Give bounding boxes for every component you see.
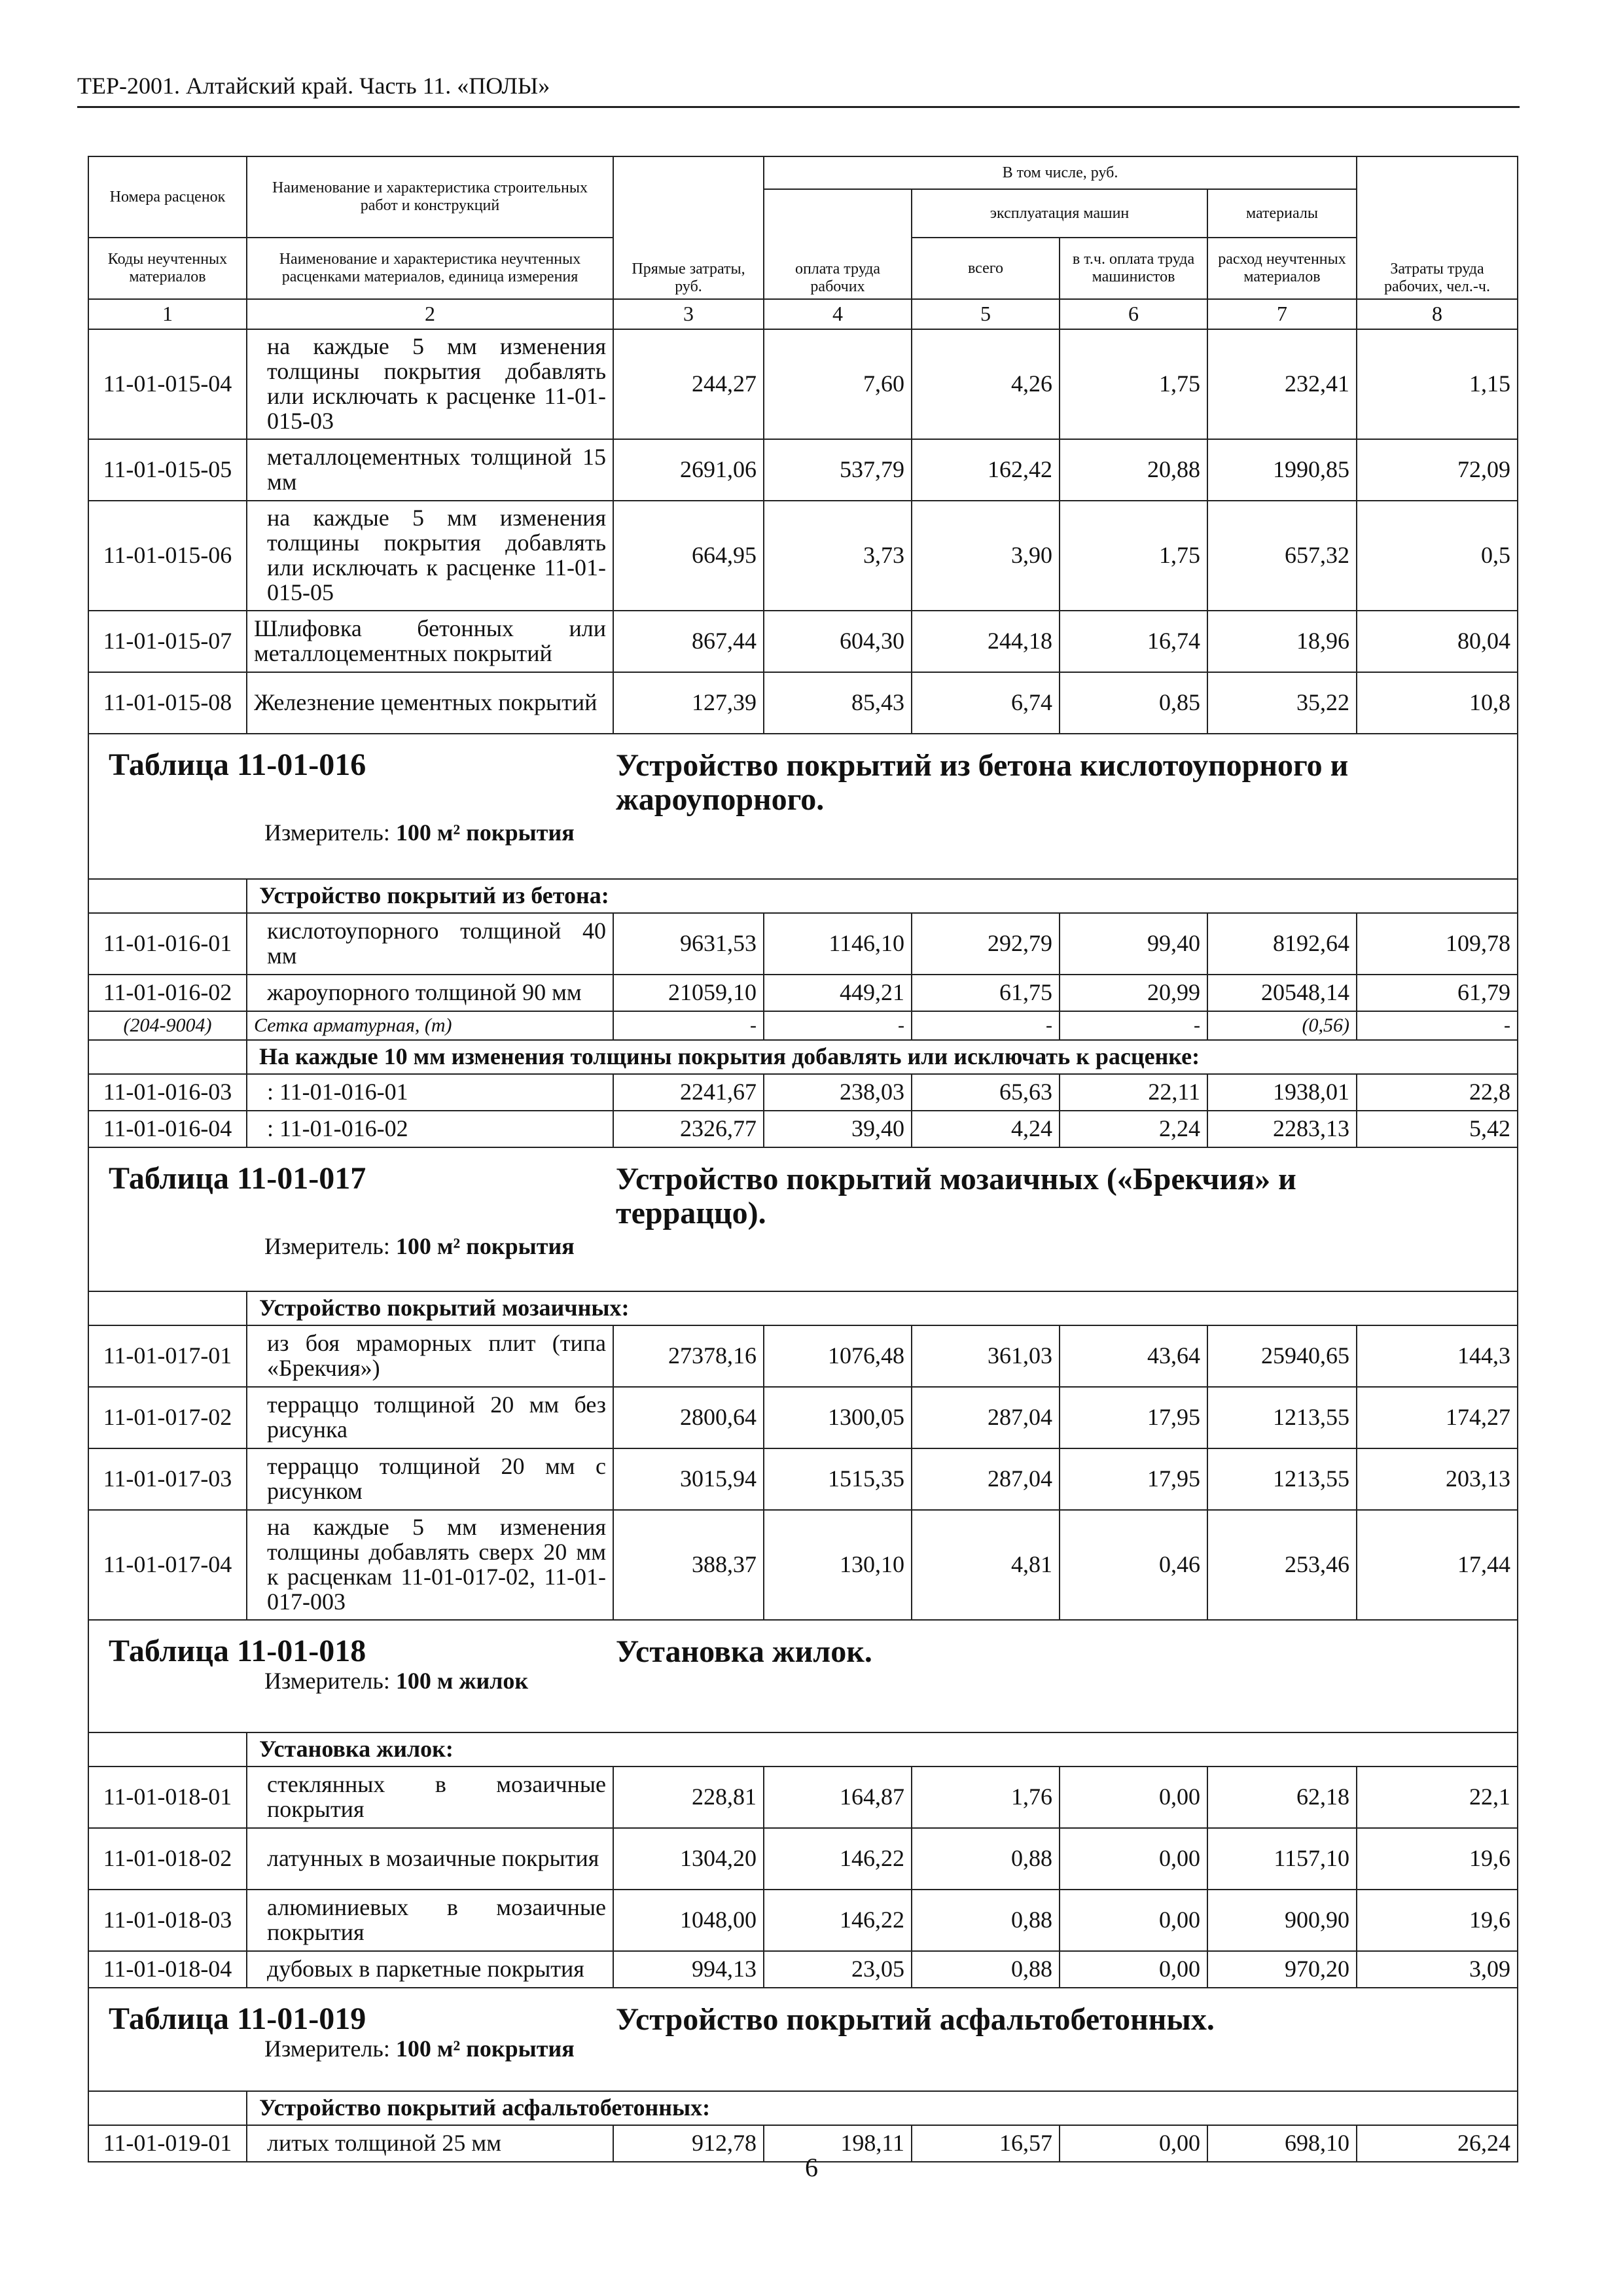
rate-name: жароупорного толщиной 90 мм [247, 975, 613, 1011]
rate-name: стеклянных в мозаичные покрытия [247, 1767, 613, 1828]
table-label: Таблица 11-01-016 [109, 747, 366, 782]
table-title: Установка жилок. [616, 1634, 872, 1669]
rate-name: литых толщиной 25 мм [247, 2125, 613, 2162]
direct-cost: 1304,20 [613, 1828, 764, 1890]
rate-name: Железнение цементных покрытий [247, 672, 613, 734]
labor-hours: 1,15 [1357, 329, 1518, 439]
materials-cost: 1213,55 [1207, 1387, 1357, 1448]
direct-cost: 2691,06 [613, 439, 764, 501]
machines-cost: 3,90 [912, 501, 1060, 611]
machines-cost: 0,88 [912, 1951, 1060, 1988]
rate-code: 11-01-017-01 [88, 1325, 247, 1387]
rate-name: из боя мраморных плит (типа «Брекчия») [247, 1325, 613, 1387]
table-row [88, 329, 1518, 439]
colnum: 4 [764, 299, 912, 329]
rate-code: 11-01-015-08 [88, 672, 247, 734]
labor-hours: 109,78 [1357, 913, 1518, 975]
unit-prefix: Измеритель: [264, 1232, 390, 1259]
table-title-block [88, 1988, 1518, 2091]
machines-cost: 65,63 [912, 1074, 1060, 1111]
section-row [88, 1732, 1518, 1767]
section-row [88, 1291, 1518, 1325]
drivers-cost: 43,64 [1060, 1325, 1207, 1387]
materials-cost: 8192,64 [1207, 913, 1357, 975]
labor-cost: 1076,48 [764, 1325, 912, 1387]
direct-cost: - [613, 1011, 764, 1040]
direct-cost: 244,27 [613, 329, 764, 439]
rate-code: 11-01-015-05 [88, 439, 247, 501]
labor-hours: 19,6 [1357, 1828, 1518, 1890]
colnum: 1 [88, 299, 247, 329]
direct-cost: 2326,77 [613, 1111, 764, 1147]
rate-code: 11-01-016-04 [88, 1111, 247, 1147]
colhead-mat-name: Наименование и характеристика неучтенных расценками материалов, единица измерения [247, 238, 613, 299]
drivers-cost: 0,00 [1060, 1951, 1207, 1988]
rate-code: 11-01-015-04 [88, 329, 247, 439]
drivers-cost: 1,75 [1060, 329, 1207, 439]
direct-cost: 867,44 [613, 611, 764, 672]
labor-hours: 26,24 [1357, 2125, 1518, 2162]
materials-cost: 253,46 [1207, 1510, 1357, 1620]
table-label: Таблица 11-01-017 [109, 1161, 366, 1196]
table-title-block [88, 1147, 1518, 1291]
drivers-cost: 1,75 [1060, 501, 1207, 611]
unit-prefix: Измеритель: [264, 819, 390, 846]
materials-cost: 900,90 [1207, 1890, 1357, 1951]
drivers-cost: 99,40 [1060, 913, 1207, 975]
drivers-cost: 17,95 [1060, 1387, 1207, 1448]
section-heading: Устройство покрытий асфальтобетонных: [247, 2091, 1518, 2125]
labor-cost: 3,73 [764, 501, 912, 611]
drivers-cost: 0,00 [1060, 1828, 1207, 1890]
drivers-cost: 20,99 [1060, 975, 1207, 1011]
direct-cost: 1048,00 [613, 1890, 764, 1951]
labor-cost: 23,05 [764, 1951, 912, 1988]
machines-cost: 292,79 [912, 913, 1060, 975]
labor-hours: 144,3 [1357, 1325, 1518, 1387]
table-row [88, 501, 1518, 611]
rate-name: на каждые 5 мм изменения толщины покрытия добавлять или исключать к расценке 11-01-015-05 [247, 501, 613, 611]
rate-code: 11-01-018-04 [88, 1951, 247, 1988]
materials-cost: 657,32 [1207, 501, 1357, 611]
table-label: Таблица 11-01-019 [109, 2001, 366, 2036]
machines-cost: 16,57 [912, 2125, 1060, 2162]
labor-cost: 1146,10 [764, 913, 912, 975]
unit-value: 100 м² покрытия [395, 1232, 575, 1259]
machines-cost: 1,76 [912, 1767, 1060, 1828]
machines-cost: 0,88 [912, 1890, 1060, 1951]
unit-value: 100 м жилок [395, 1667, 529, 1694]
materials-cost: 18,96 [1207, 611, 1357, 672]
colhead-mat-cost: расход неучтенных материалов [1207, 238, 1357, 299]
labor-hours: 10,8 [1357, 672, 1518, 734]
materials-cost: 1213,55 [1207, 1448, 1357, 1510]
machines-cost: - [912, 1011, 1060, 1040]
colnum: 6 [1060, 299, 1207, 329]
material-name: Сетка арматурная, (т) [247, 1011, 613, 1040]
colhead-labor: оплата труда рабочих [764, 189, 912, 299]
table-row [88, 1951, 1518, 1988]
page-header: ТЕР-2001. Алтайский край. Часть 11. «ПОЛЫ» [77, 72, 1520, 108]
direct-cost: 2800,64 [613, 1387, 764, 1448]
rate-name: дубовых в паркетные покрытия [247, 1951, 613, 1988]
colnum: 8 [1357, 299, 1518, 329]
rate-code: 11-01-018-03 [88, 1890, 247, 1951]
material-row [88, 1011, 1518, 1040]
section-row [88, 1040, 1518, 1074]
rate-code: 11-01-017-03 [88, 1448, 247, 1510]
table-row [88, 913, 1518, 975]
direct-cost: 127,39 [613, 672, 764, 734]
rate-name: Шлифовка бетонных или металлоцементных покрытий [247, 611, 613, 672]
labor-hours: 72,09 [1357, 439, 1518, 501]
labor-hours: 19,6 [1357, 1890, 1518, 1951]
machines-cost: 0,88 [912, 1828, 1060, 1890]
rates-table [88, 156, 1518, 2162]
table-row [88, 1325, 1518, 1387]
labor-hours: 22,1 [1357, 1767, 1518, 1828]
table-row [88, 975, 1518, 1011]
rate-name: терраццо толщиной 20 мм с рисунком [247, 1448, 613, 1510]
rate-name: на каждые 5 мм изменения толщины покрытия добавлять или исключать к расценке 11-01-015-03 [247, 329, 613, 439]
table-title: Устройство покрытий из бетона кислотоупорного и жароупорного. [616, 748, 1349, 817]
colnum: 3 [613, 299, 764, 329]
direct-cost: 3015,94 [613, 1448, 764, 1510]
rate-code: 11-01-017-02 [88, 1387, 247, 1448]
materials-cost: 25940,65 [1207, 1325, 1357, 1387]
colnum: 2 [247, 299, 613, 329]
unit-prefix: Измеритель: [264, 1667, 390, 1694]
labor-cost: 198,11 [764, 2125, 912, 2162]
unit-value: 100 м² покрытия [395, 2035, 575, 2062]
rate-name: терраццо толщиной 20 мм без рисунка [247, 1387, 613, 1448]
colhead-materials: материалы [1207, 189, 1357, 238]
unit-value: 100 м² покрытия [395, 819, 575, 846]
rate-code: 11-01-016-03 [88, 1074, 247, 1111]
colhead-mat-codes: Коды неучтенных материалов [88, 238, 247, 299]
table-row [88, 611, 1518, 672]
labor-hours: 80,04 [1357, 611, 1518, 672]
rate-code: 11-01-018-01 [88, 1767, 247, 1828]
table-row [88, 1890, 1518, 1951]
colhead-incl: В том числе, руб. [764, 156, 1357, 189]
materials-cost: 232,41 [1207, 329, 1357, 439]
colhead-drivers: в т.ч. оплата труда машинистов [1060, 238, 1207, 299]
labor-cost: 39,40 [764, 1111, 912, 1147]
machines-cost: 287,04 [912, 1387, 1060, 1448]
colhead-name: Наименование и характеристика строительных работ и конструкций [247, 156, 613, 238]
labor-cost: 146,22 [764, 1890, 912, 1951]
table-unit [264, 1234, 1497, 1259]
materials-cost: 970,20 [1207, 1951, 1357, 1988]
table-title: Устройство покрытий мозаичных («Брекчия» и терраццо). [616, 1162, 1296, 1230]
labor-hours: 0,5 [1357, 501, 1518, 611]
colhead-machines-total: всего [912, 238, 1060, 299]
machines-cost: 4,26 [912, 329, 1060, 439]
drivers-cost: 16,74 [1060, 611, 1207, 672]
labor-cost: 164,87 [764, 1767, 912, 1828]
section-heading: На каждые 10 мм изменения толщины покрытия добавлять или исключать к расценке: [247, 1040, 1518, 1074]
direct-cost: 664,95 [613, 501, 764, 611]
materials-cost: 35,22 [1207, 672, 1357, 734]
table-label: Таблица 11-01-018 [109, 1634, 366, 1668]
drivers-cost: 0,00 [1060, 1890, 1207, 1951]
colhead-direct: Прямые затраты, руб. [613, 156, 764, 299]
drivers-cost: 0,00 [1060, 1767, 1207, 1828]
drivers-cost: 0,85 [1060, 672, 1207, 734]
colhead-codes: Номера расценок [88, 156, 247, 238]
rate-code: 11-01-019-01 [88, 2125, 247, 2162]
labor-hours: 17,44 [1357, 1510, 1518, 1620]
labor-cost: 85,43 [764, 672, 912, 734]
rate-name: на каждые 5 мм изменения толщины добавлять сверх 20 мм к расценкам 11-01-017-02, 11-01-017-003 [247, 1510, 613, 1620]
labor-hours: 61,79 [1357, 975, 1518, 1011]
machines-cost: 244,18 [912, 611, 1060, 672]
table-unit [264, 1669, 1497, 1694]
materials-cost: 1938,01 [1207, 1074, 1357, 1111]
drivers-cost: 20,88 [1060, 439, 1207, 501]
materials-cost: 698,10 [1207, 2125, 1357, 2162]
colnum: 5 [912, 299, 1060, 329]
labor-hours: 174,27 [1357, 1387, 1518, 1448]
drivers-cost: 0,46 [1060, 1510, 1207, 1620]
table-row [88, 1767, 1518, 1828]
labor-cost: 1300,05 [764, 1387, 912, 1448]
section-heading: Устройство покрытий мозаичных: [247, 1291, 1518, 1325]
machines-cost: 4,24 [912, 1111, 1060, 1147]
direct-cost: 9631,53 [613, 913, 764, 975]
rate-name: кислотоупорного толщиной 40 мм [247, 913, 613, 975]
direct-cost: 27378,16 [613, 1325, 764, 1387]
drivers-cost: 22,11 [1060, 1074, 1207, 1111]
section-row [88, 2091, 1518, 2125]
rate-name: металлоцементных толщиной 15 мм [247, 439, 613, 501]
table-row [88, 1074, 1518, 1111]
materials-cost: 1990,85 [1207, 439, 1357, 501]
direct-cost: 21059,10 [613, 975, 764, 1011]
direct-cost: 2241,67 [613, 1074, 764, 1111]
drivers-cost: 0,00 [1060, 2125, 1207, 2162]
labor-hours: 5,42 [1357, 1111, 1518, 1147]
direct-cost: 388,37 [613, 1510, 764, 1620]
labor-cost: 604,30 [764, 611, 912, 672]
labor-cost: 7,60 [764, 329, 912, 439]
table-row [88, 1111, 1518, 1147]
rate-code: 11-01-016-02 [88, 975, 247, 1011]
drivers-cost: 2,24 [1060, 1111, 1207, 1147]
drivers-cost: 17,95 [1060, 1448, 1207, 1510]
colhead-machines: эксплуатация машин [912, 189, 1207, 238]
labor-hours: 203,13 [1357, 1448, 1518, 1510]
section-row [88, 879, 1518, 913]
colhead-hours: Затраты труда рабочих, чел.-ч. [1357, 156, 1518, 299]
table-row [88, 1448, 1518, 1510]
unit-prefix: Измеритель: [264, 2035, 390, 2062]
labor-cost: 130,10 [764, 1510, 912, 1620]
labor-hours: 22,8 [1357, 1074, 1518, 1111]
rate-code: 11-01-017-04 [88, 1510, 247, 1620]
labor-cost: 238,03 [764, 1074, 912, 1111]
section-heading: Установка жилок: [247, 1732, 1518, 1767]
table-row [88, 1387, 1518, 1448]
labor-hours: - [1357, 1011, 1518, 1040]
rate-name: : 11-01-016-02 [247, 1111, 613, 1147]
materials-cost: 2283,13 [1207, 1111, 1357, 1147]
material-code: (204-9004) [88, 1011, 247, 1040]
materials-cost: 1157,10 [1207, 1828, 1357, 1890]
table-unit [264, 821, 1497, 846]
labor-cost: 146,22 [764, 1828, 912, 1890]
rate-name: латунных в мозаичные покрытия [247, 1828, 613, 1890]
drivers-cost: - [1060, 1011, 1207, 1040]
section-heading: Устройство покрытий из бетона: [247, 879, 1518, 913]
rate-name: : 11-01-016-01 [247, 1074, 613, 1111]
direct-cost: 994,13 [613, 1951, 764, 1988]
rate-code: 11-01-015-07 [88, 611, 247, 672]
machines-cost: 6,74 [912, 672, 1060, 734]
table-title: Устройство покрытий асфальтобетонных. [616, 2002, 1215, 2037]
table-row [88, 1828, 1518, 1890]
materials-cost: (0,56) [1207, 1011, 1357, 1040]
direct-cost: 228,81 [613, 1767, 764, 1828]
labor-cost: 449,21 [764, 975, 912, 1011]
labor-cost: 537,79 [764, 439, 912, 501]
labor-cost: - [764, 1011, 912, 1040]
table-title-block [88, 1620, 1518, 1732]
table-unit [264, 2037, 1497, 2062]
table-row [88, 672, 1518, 734]
table-row [88, 1510, 1518, 1620]
machines-cost: 162,42 [912, 439, 1060, 501]
materials-cost: 62,18 [1207, 1767, 1357, 1828]
rate-code: 11-01-016-01 [88, 913, 247, 975]
rate-name: алюминиевых в мозаичные покрытия [247, 1890, 613, 1951]
materials-cost: 20548,14 [1207, 975, 1357, 1011]
page-number: 6 [805, 2153, 818, 2182]
rate-code: 11-01-015-06 [88, 501, 247, 611]
colnum: 7 [1207, 299, 1357, 329]
rate-code: 11-01-018-02 [88, 1828, 247, 1890]
machines-cost: 61,75 [912, 975, 1060, 1011]
table-row [88, 439, 1518, 501]
machines-cost: 287,04 [912, 1448, 1060, 1510]
machines-cost: 361,03 [912, 1325, 1060, 1387]
table-title-block [88, 734, 1518, 879]
labor-hours: 3,09 [1357, 1951, 1518, 1988]
machines-cost: 4,81 [912, 1510, 1060, 1620]
labor-cost: 1515,35 [764, 1448, 912, 1510]
direct-cost: 912,78 [613, 2125, 764, 2162]
